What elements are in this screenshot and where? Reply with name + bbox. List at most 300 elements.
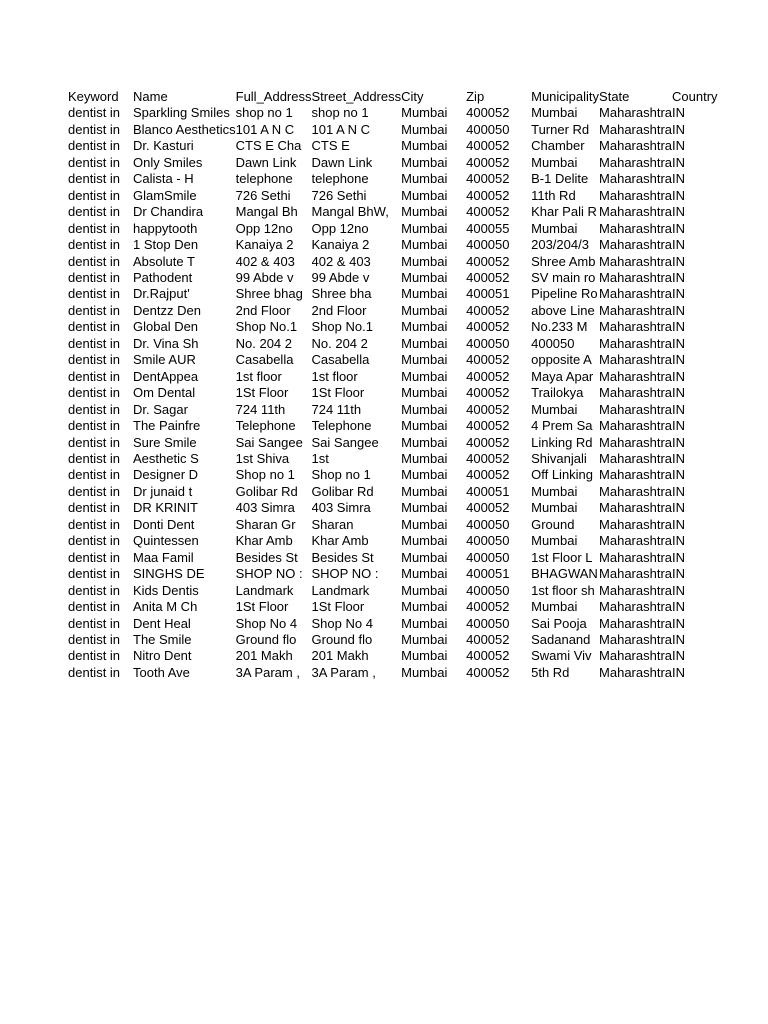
- table-cell[interactable]: IN: [672, 319, 686, 335]
- table-cell[interactable]: DR KRINIT: [133, 500, 198, 516]
- table-cell[interactable]: Maharashtra: [599, 418, 673, 434]
- table-cell[interactable]: IN: [672, 302, 686, 318]
- table-cell[interactable]: Khar Amb: [235, 533, 293, 549]
- table-cell[interactable]: Mumbai: [401, 138, 448, 154]
- table-cell[interactable]: Mumbai: [401, 237, 448, 253]
- table-cell[interactable]: Maharashtra: [599, 467, 673, 483]
- table-cell[interactable]: 400052: [466, 253, 510, 269]
- table-cell[interactable]: Calista - H: [133, 171, 194, 187]
- table-cell[interactable]: Only Smiles: [133, 154, 203, 170]
- table-cell[interactable]: 400052: [466, 138, 510, 154]
- table-cell[interactable]: dentist in: [68, 483, 121, 499]
- table-cell[interactable]: IN: [672, 105, 686, 121]
- table-cell[interactable]: Mumbai: [401, 566, 448, 582]
- table-cell[interactable]: 400052: [466, 500, 510, 516]
- table-cell[interactable]: shop no 1: [235, 105, 293, 121]
- table-cell[interactable]: dentist in: [68, 171, 121, 187]
- table-cell[interactable]: dentist in: [68, 187, 121, 203]
- table-cell[interactable]: Mumbai: [401, 302, 448, 318]
- table-cell[interactable]: Dr. Kasturi: [133, 138, 194, 154]
- table-cell[interactable]: 400052: [466, 171, 510, 187]
- table-cell[interactable]: IN: [672, 516, 686, 532]
- table-cell[interactable]: Maharashtra: [599, 121, 673, 137]
- table-cell[interactable]: Golibar Rd: [235, 483, 298, 499]
- table-cell[interactable]: Mumbai: [401, 467, 448, 483]
- table-cell[interactable]: dentist in: [68, 286, 121, 302]
- table-cell[interactable]: dentist in: [68, 220, 121, 236]
- table-cell[interactable]: IN: [672, 467, 686, 483]
- table-cell[interactable]: Maharashtra: [599, 302, 673, 318]
- table-cell[interactable]: The Painfre: [133, 418, 201, 434]
- table-cell[interactable]: IN: [672, 121, 686, 137]
- table-cell[interactable]: Shop No.1: [311, 319, 373, 335]
- table-cell[interactable]: 1St Floor: [311, 385, 365, 401]
- table-cell[interactable]: 1 Stop Den: [133, 237, 199, 253]
- table-cell[interactable]: IN: [672, 582, 686, 598]
- table-cell[interactable]: dentist in: [68, 121, 121, 137]
- table-cell[interactable]: Kids Dentis: [133, 582, 199, 598]
- table-cell[interactable]: Mumbai: [401, 664, 448, 680]
- table-cell[interactable]: Pipeline Ro: [531, 286, 598, 302]
- table-cell[interactable]: Sadanand: [531, 631, 591, 647]
- table-cell[interactable]: Mumbai: [401, 220, 448, 236]
- table-cell[interactable]: Mumbai: [401, 533, 448, 549]
- table-cell[interactable]: Mumbai: [401, 368, 448, 384]
- table-cell[interactable]: IN: [672, 418, 686, 434]
- table-cell[interactable]: Shree Amb: [531, 253, 596, 269]
- table-cell[interactable]: 3A Param ,: [311, 664, 376, 680]
- table-cell[interactable]: Besides St: [235, 549, 298, 565]
- table-cell[interactable]: Kanaiya 2: [311, 237, 370, 253]
- table-cell[interactable]: Mumbai: [401, 434, 448, 450]
- table-cell[interactable]: Chamber: [531, 138, 585, 154]
- table-cell[interactable]: 4 Prem Sa: [531, 418, 593, 434]
- table-cell[interactable]: Mumbai: [401, 187, 448, 203]
- column-header[interactable]: Full_Address: [235, 89, 312, 104]
- table-cell[interactable]: Mumbai: [401, 319, 448, 335]
- table-cell[interactable]: 400052: [466, 467, 510, 483]
- table-cell[interactable]: Mumbai: [401, 418, 448, 434]
- table-cell[interactable]: 101 A N C: [235, 121, 295, 137]
- table-cell[interactable]: Anita M Ch: [133, 599, 198, 615]
- table-cell[interactable]: IN: [672, 204, 686, 220]
- table-cell[interactable]: 1St Floor: [311, 599, 365, 615]
- table-cell[interactable]: Mumbai: [401, 154, 448, 170]
- table-cell[interactable]: 5th Rd: [531, 664, 570, 680]
- table-cell[interactable]: Sai Sangee: [235, 434, 303, 450]
- table-cell[interactable]: dentist in: [68, 467, 121, 483]
- table-cell[interactable]: dentist in: [68, 335, 121, 351]
- table-cell[interactable]: dentist in: [68, 631, 121, 647]
- table-cell[interactable]: GlamSmile: [133, 187, 197, 203]
- table-cell[interactable]: Sai Pooja: [531, 615, 587, 631]
- table-cell[interactable]: 2nd Floor: [311, 302, 367, 318]
- table-cell[interactable]: dentist in: [68, 599, 121, 615]
- table-cell[interactable]: Maharashtra: [599, 516, 673, 532]
- table-cell[interactable]: dentist in: [68, 302, 121, 318]
- table-cell[interactable]: telephone: [311, 171, 369, 187]
- table-cell[interactable]: 400052: [466, 154, 510, 170]
- table-cell[interactable]: IN: [672, 171, 686, 187]
- table-cell[interactable]: Mumbai: [531, 401, 578, 417]
- table-cell[interactable]: 11th Rd: [531, 187, 576, 203]
- table-cell[interactable]: Maharashtra: [599, 237, 673, 253]
- table-cell[interactable]: IN: [672, 648, 686, 664]
- table-cell[interactable]: above Line: [531, 302, 595, 318]
- table-cell[interactable]: 400052: [466, 269, 510, 285]
- table-cell[interactable]: 1st Shiva: [235, 450, 290, 466]
- table-cell[interactable]: Landmark: [235, 582, 294, 598]
- table-cell[interactable]: Mumbai: [401, 648, 448, 664]
- table-cell[interactable]: IN: [672, 253, 686, 269]
- table-cell[interactable]: Trailokya: [531, 385, 584, 401]
- table-cell[interactable]: Mumbai: [531, 483, 578, 499]
- table-cell[interactable]: Mumbai: [401, 269, 448, 285]
- table-cell[interactable]: IN: [672, 154, 686, 170]
- column-header[interactable]: State: [599, 89, 630, 104]
- table-cell[interactable]: Dr Chandira: [133, 204, 204, 220]
- table-cell[interactable]: 400055: [466, 220, 510, 236]
- table-cell[interactable]: IN: [672, 335, 686, 351]
- table-cell[interactable]: 400050: [466, 121, 510, 137]
- table-cell[interactable]: IN: [672, 599, 686, 615]
- table-cell[interactable]: Mumbai: [401, 599, 448, 615]
- table-cell[interactable]: Golibar Rd: [311, 483, 374, 499]
- table-cell[interactable]: 1st: [311, 450, 329, 466]
- table-cell[interactable]: Maharashtra: [599, 138, 673, 154]
- table-cell[interactable]: IN: [672, 549, 686, 565]
- table-cell[interactable]: 3A Param ,: [235, 664, 300, 680]
- table-cell[interactable]: Maharashtra: [599, 385, 673, 401]
- table-cell[interactable]: Tooth Ave: [133, 664, 190, 680]
- column-header[interactable]: Zip: [466, 89, 485, 104]
- table-cell[interactable]: 400052: [466, 450, 510, 466]
- table-cell[interactable]: 724 11th: [235, 401, 286, 417]
- table-cell[interactable]: Mumbai: [401, 483, 448, 499]
- table-cell[interactable]: Shop no 1: [311, 467, 371, 483]
- table-cell[interactable]: happytooth: [133, 220, 198, 236]
- table-cell[interactable]: Shop No 4: [311, 615, 373, 631]
- table-cell[interactable]: Blanco Aesthetics: [133, 121, 236, 137]
- table-cell[interactable]: SHOP NO :: [235, 566, 303, 582]
- table-cell[interactable]: Maharashtra: [599, 352, 673, 368]
- table-cell[interactable]: Quintessen: [133, 533, 199, 549]
- table-cell[interactable]: Dr.Rajput': [133, 286, 190, 302]
- table-cell[interactable]: dentist in: [68, 516, 121, 532]
- table-cell[interactable]: Maharashtra: [599, 187, 673, 203]
- table-cell[interactable]: Besides St: [311, 549, 374, 565]
- table-cell[interactable]: Maharashtra: [599, 171, 673, 187]
- table-cell[interactable]: dentist in: [68, 434, 121, 450]
- table-cell[interactable]: 403 Simra: [311, 500, 371, 516]
- table-cell[interactable]: Mumbai: [401, 385, 448, 401]
- table-cell[interactable]: Maharashtra: [599, 319, 673, 335]
- table-cell[interactable]: 400050: [466, 335, 510, 351]
- table-cell[interactable]: No. 204 2: [311, 335, 368, 351]
- table-cell[interactable]: 400051: [466, 286, 510, 302]
- column-header[interactable]: City: [401, 89, 424, 104]
- table-cell[interactable]: Aesthetic S: [133, 450, 199, 466]
- table-cell[interactable]: IN: [672, 566, 686, 582]
- table-cell[interactable]: Dentzz Den: [133, 302, 201, 318]
- table-cell[interactable]: 400050: [466, 582, 510, 598]
- table-cell[interactable]: Maharashtra: [599, 450, 673, 466]
- table-cell[interactable]: Dr junaid t: [133, 483, 193, 499]
- table-cell[interactable]: Casabella: [311, 352, 370, 368]
- table-cell[interactable]: IN: [672, 401, 686, 417]
- table-cell[interactable]: Maharashtra: [599, 204, 673, 220]
- table-cell[interactable]: IN: [672, 533, 686, 549]
- table-cell[interactable]: Khar Pali R: [531, 204, 597, 220]
- table-cell[interactable]: Mumbai: [401, 516, 448, 532]
- table-cell[interactable]: dentist in: [68, 582, 121, 598]
- table-cell[interactable]: dentist in: [68, 385, 121, 401]
- table-cell[interactable]: SV main ro: [531, 269, 596, 285]
- table-cell[interactable]: No. 204 2: [235, 335, 292, 351]
- table-cell[interactable]: 99 Abde v: [235, 269, 294, 285]
- table-cell[interactable]: Dr. Vina Sh: [133, 335, 199, 351]
- table-cell[interactable]: Maa Famil: [133, 549, 194, 565]
- table-cell[interactable]: Landmark: [311, 582, 370, 598]
- table-cell[interactable]: IN: [672, 631, 686, 647]
- table-cell[interactable]: 400052: [466, 631, 510, 647]
- table-cell[interactable]: 400052: [466, 599, 510, 615]
- table-cell[interactable]: IN: [672, 286, 686, 302]
- table-cell[interactable]: dentist in: [68, 352, 121, 368]
- table-cell[interactable]: dentist in: [68, 615, 121, 631]
- table-cell[interactable]: 402 & 403: [311, 253, 371, 269]
- table-cell[interactable]: Maharashtra: [599, 648, 673, 664]
- table-cell[interactable]: dentist in: [68, 138, 121, 154]
- table-cell[interactable]: dentist in: [68, 450, 121, 466]
- table-cell[interactable]: Mumbai: [531, 599, 578, 615]
- table-cell[interactable]: 400052: [466, 401, 510, 417]
- table-cell[interactable]: The Smile: [133, 631, 192, 647]
- table-cell[interactable]: IN: [672, 664, 686, 680]
- table-cell[interactable]: 2nd Floor: [235, 302, 291, 318]
- table-cell[interactable]: Smile AUR: [133, 352, 196, 368]
- table-cell[interactable]: 726 Sethi: [235, 187, 291, 203]
- table-cell[interactable]: 201 Makh: [311, 648, 369, 664]
- table-cell[interactable]: IN: [672, 138, 686, 154]
- table-cell[interactable]: Maharashtra: [599, 631, 673, 647]
- table-cell[interactable]: 400050: [466, 237, 510, 253]
- table-cell[interactable]: Maharashtra: [599, 220, 673, 236]
- table-cell[interactable]: Telephone: [311, 418, 372, 434]
- table-cell[interactable]: IN: [672, 368, 686, 384]
- column-header[interactable]: Country: [672, 89, 718, 104]
- table-cell[interactable]: Dawn Link: [311, 154, 373, 170]
- table-cell[interactable]: 400052: [466, 319, 510, 335]
- table-cell[interactable]: Mumbai: [531, 105, 578, 121]
- column-header[interactable]: Municipality: [531, 89, 600, 104]
- table-cell[interactable]: Ground flo: [235, 631, 297, 647]
- table-cell[interactable]: IN: [672, 220, 686, 236]
- table-cell[interactable]: Maharashtra: [599, 434, 673, 450]
- table-cell[interactable]: dentist in: [68, 401, 121, 417]
- table-cell[interactable]: Mumbai: [401, 352, 448, 368]
- table-cell[interactable]: 201 Makh: [235, 648, 293, 664]
- table-cell[interactable]: dentist in: [68, 664, 121, 680]
- table-cell[interactable]: dentist in: [68, 500, 121, 516]
- table-cell[interactable]: Donti Dent: [133, 516, 195, 532]
- table-cell[interactable]: 400051: [466, 483, 510, 499]
- table-cell[interactable]: dentist in: [68, 648, 121, 664]
- table-cell[interactable]: Shivanjali: [531, 450, 587, 466]
- table-cell[interactable]: 400052: [466, 418, 510, 434]
- table-cell[interactable]: 400052: [466, 368, 510, 384]
- table-cell[interactable]: dentist in: [68, 418, 121, 434]
- table-cell[interactable]: IN: [672, 385, 686, 401]
- table-cell[interactable]: No.233 M: [531, 319, 588, 335]
- table-cell[interactable]: IN: [672, 187, 686, 203]
- table-cell[interactable]: 403 Simra: [235, 500, 295, 516]
- table-cell[interactable]: CTS E: [311, 138, 350, 154]
- table-cell[interactable]: 400051: [466, 566, 510, 582]
- table-cell[interactable]: 400050: [466, 615, 510, 631]
- table-cell[interactable]: Maharashtra: [599, 664, 673, 680]
- table-cell[interactable]: 101 A N C: [311, 121, 371, 137]
- table-cell[interactable]: Opp 12no: [311, 220, 369, 236]
- table-cell[interactable]: Casabella: [235, 352, 294, 368]
- column-header[interactable]: Name: [133, 89, 168, 104]
- table-cell[interactable]: Telephone: [235, 418, 296, 434]
- table-cell[interactable]: 400052: [466, 105, 510, 121]
- table-cell[interactable]: dentist in: [68, 549, 121, 565]
- table-cell[interactable]: Mumbai: [531, 220, 578, 236]
- table-cell[interactable]: dentist in: [68, 237, 121, 253]
- table-cell[interactable]: Mumbai: [531, 533, 578, 549]
- table-cell[interactable]: 400052: [466, 204, 510, 220]
- table-cell[interactable]: 400052: [466, 434, 510, 450]
- table-cell[interactable]: Maharashtra: [599, 599, 673, 615]
- table-cell[interactable]: Shop No.1: [235, 319, 298, 335]
- table-cell[interactable]: Dawn Link: [235, 154, 297, 170]
- table-cell[interactable]: Global Den: [133, 319, 199, 335]
- table-cell[interactable]: Maharashtra: [599, 549, 673, 565]
- table-cell[interactable]: dentist in: [68, 533, 121, 549]
- table-cell[interactable]: Maharashtra: [599, 269, 673, 285]
- table-cell[interactable]: Opp 12no: [235, 220, 293, 236]
- table-cell[interactable]: B-1 Delite: [531, 171, 589, 187]
- table-cell[interactable]: Nitro Dent: [133, 648, 192, 664]
- table-cell[interactable]: BHAGWAN: [531, 566, 598, 582]
- table-cell[interactable]: Swami Viv: [531, 648, 592, 664]
- table-cell[interactable]: Mumbai: [401, 204, 448, 220]
- table-cell[interactable]: Maharashtra: [599, 154, 673, 170]
- table-cell[interactable]: Maharashtra: [599, 286, 673, 302]
- table-cell[interactable]: Off Linking: [531, 467, 594, 483]
- table-cell[interactable]: Mumbai: [531, 500, 578, 516]
- table-cell[interactable]: Ground flo: [311, 631, 373, 647]
- table-cell[interactable]: Mumbai: [401, 500, 448, 516]
- table-cell[interactable]: Khar Amb: [311, 533, 369, 549]
- table-cell[interactable]: IN: [672, 483, 686, 499]
- table-cell[interactable]: 1st floor: [235, 368, 282, 384]
- table-cell[interactable]: Maharashtra: [599, 253, 673, 269]
- table-cell[interactable]: dentist in: [68, 253, 121, 269]
- table-cell[interactable]: 1st Floor L: [531, 549, 593, 565]
- table-cell[interactable]: Shree bha: [311, 286, 372, 302]
- table-cell[interactable]: 400052: [466, 385, 510, 401]
- table-cell[interactable]: Ground: [531, 516, 575, 532]
- table-cell[interactable]: 1St Floor: [235, 599, 289, 615]
- table-cell[interactable]: Shop No 4: [235, 615, 298, 631]
- table-cell[interactable]: Maharashtra: [599, 368, 673, 384]
- table-cell[interactable]: SINGHS DE: [133, 566, 205, 582]
- table-cell[interactable]: 400052: [466, 648, 510, 664]
- table-cell[interactable]: Mumbai: [401, 615, 448, 631]
- table-cell[interactable]: Maharashtra: [599, 105, 673, 121]
- table-cell[interactable]: dentist in: [68, 105, 121, 121]
- table-cell[interactable]: Mumbai: [401, 335, 448, 351]
- table-cell[interactable]: Maharashtra: [599, 566, 673, 582]
- table-cell[interactable]: Mumbai: [401, 549, 448, 565]
- table-cell[interactable]: Turner Rd: [531, 121, 590, 137]
- table-cell[interactable]: IN: [672, 352, 686, 368]
- table-cell[interactable]: CTS E Cha: [235, 138, 302, 154]
- table-cell[interactable]: Kanaiya 2: [235, 237, 294, 253]
- table-cell[interactable]: Sparkling Smiles: [133, 105, 230, 121]
- table-cell[interactable]: 400052: [466, 187, 510, 203]
- table-cell[interactable]: Mumbai: [401, 121, 448, 137]
- table-cell[interactable]: IN: [672, 450, 686, 466]
- table-cell[interactable]: IN: [672, 434, 686, 450]
- table-cell[interactable]: 400052: [466, 664, 510, 680]
- table-cell[interactable]: Sharan Gr: [235, 516, 296, 532]
- table-cell[interactable]: dentist in: [68, 368, 121, 384]
- table-cell[interactable]: DentAppea: [133, 368, 199, 384]
- table-cell[interactable]: Maharashtra: [599, 401, 673, 417]
- table-cell[interactable]: Maharashtra: [599, 582, 673, 598]
- table-cell[interactable]: Mumbai: [531, 154, 578, 170]
- table-cell[interactable]: IN: [672, 237, 686, 253]
- table-cell[interactable]: IN: [672, 269, 686, 285]
- table-cell[interactable]: Mumbai: [401, 401, 448, 417]
- table-cell[interactable]: Mumbai: [401, 450, 448, 466]
- table-cell[interactable]: Sure Smile: [133, 434, 197, 450]
- table-cell[interactable]: IN: [672, 615, 686, 631]
- table-cell[interactable]: Mumbai: [401, 631, 448, 647]
- table-cell[interactable]: Mumbai: [401, 171, 448, 187]
- column-header[interactable]: Street_Address: [311, 89, 402, 104]
- table-cell[interactable]: dentist in: [68, 154, 121, 170]
- table-cell[interactable]: Maharashtra: [599, 533, 673, 549]
- table-cell[interactable]: 724 11th: [311, 401, 362, 417]
- table-cell[interactable]: Dent Heal: [133, 615, 191, 631]
- table-cell[interactable]: Shree bhag: [235, 286, 303, 302]
- table-cell[interactable]: dentist in: [68, 319, 121, 335]
- table-cell[interactable]: SHOP NO :: [311, 566, 379, 582]
- table-cell[interactable]: 99 Abde v: [311, 269, 370, 285]
- table-cell[interactable]: Mumbai: [401, 253, 448, 269]
- table-cell[interactable]: Mangal BhW,: [311, 204, 389, 220]
- table-cell[interactable]: dentist in: [68, 204, 121, 220]
- table-cell[interactable]: 402 & 403: [235, 253, 295, 269]
- table-cell[interactable]: 400050: [531, 335, 575, 351]
- table-cell[interactable]: Maharashtra: [599, 483, 673, 499]
- table-cell[interactable]: Mumbai: [401, 105, 448, 121]
- table-cell[interactable]: 203/204/3: [531, 237, 589, 253]
- table-cell[interactable]: Sharan: [311, 516, 354, 532]
- table-cell[interactable]: telephone: [235, 171, 293, 187]
- table-cell[interactable]: 400050: [466, 549, 510, 565]
- table-cell[interactable]: Linking Rd: [531, 434, 593, 450]
- table-cell[interactable]: Pathodent: [133, 269, 193, 285]
- table-cell[interactable]: 726 Sethi: [311, 187, 367, 203]
- table-cell[interactable]: shop no 1: [311, 105, 369, 121]
- table-cell[interactable]: opposite A: [531, 352, 592, 368]
